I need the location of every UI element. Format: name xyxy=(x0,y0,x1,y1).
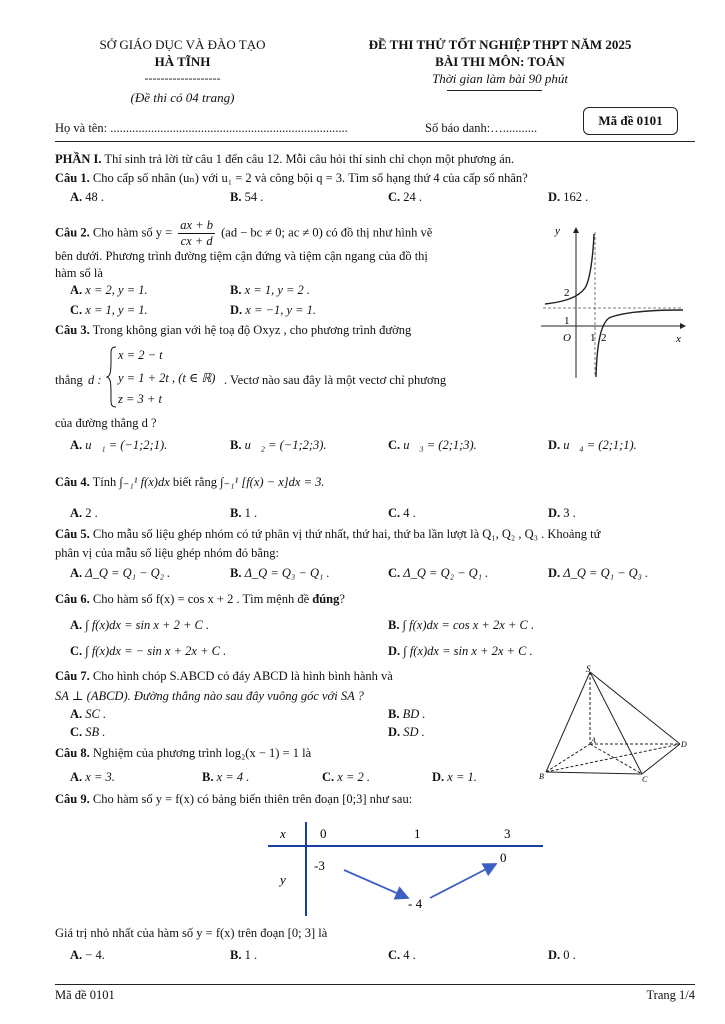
q4-option-a xyxy=(70,506,98,521)
vertex-c: C xyxy=(642,775,648,784)
option-text: u⃗₃ = (2;1;3). xyxy=(403,438,477,452)
option-label: C. xyxy=(322,770,335,784)
option-label: C. xyxy=(388,506,401,520)
q2-text4: hàm số là xyxy=(55,266,103,280)
option-text: x = 2, y = 1. xyxy=(85,283,148,297)
option-label: C. xyxy=(388,566,401,580)
q3-eq1: x = 2 − t xyxy=(118,348,163,362)
option-label: C. xyxy=(70,644,83,658)
q6-option-d xyxy=(388,644,533,659)
option-label: A. xyxy=(70,283,83,297)
option-text: 24 . xyxy=(403,190,423,204)
variation-table xyxy=(268,822,543,916)
q6-text1: Cho hàm số f(x) = cos x + 2 . Tìm mệnh đề xyxy=(89,592,313,606)
edge-sb xyxy=(546,672,590,772)
q5-option-b xyxy=(230,566,330,581)
q6-label: Câu 6. xyxy=(55,592,90,606)
footer-code: Mã đề 0101 xyxy=(55,988,115,1002)
q2-text1: Cho hàm số y = xyxy=(89,225,176,240)
q5-text1: Cho mẫu số liệu ghép nhóm có tứ phân vị thứ nhất, thứ hai, thứ ba lần lượt là Q₁, Q₂ , Q₃ . Khoảng tứ xyxy=(89,527,601,541)
option-label: B. xyxy=(230,948,242,962)
q3-system-name: d : xyxy=(88,373,102,387)
vertex-s: S xyxy=(586,664,591,674)
option-text: x = 1. xyxy=(447,770,477,784)
pyramid-figure xyxy=(538,664,693,784)
edge-bc xyxy=(546,772,642,774)
option-text: SD . xyxy=(403,725,425,739)
q7-option-a xyxy=(70,707,106,722)
time-underline xyxy=(447,90,542,91)
question-9 xyxy=(55,792,695,807)
question-4 xyxy=(55,474,695,490)
option-text: 1 . xyxy=(244,948,258,962)
q3-label: Câu 3. xyxy=(55,323,90,337)
part1-instruction xyxy=(55,152,695,167)
q8-option-b xyxy=(202,770,249,785)
question-8 xyxy=(55,746,525,761)
q9-text2: Giá trị nhỏ nhất của hàm số y = f(x) trên đoạn [0; 3] là xyxy=(55,926,328,940)
option-label: A. xyxy=(70,190,83,204)
q2-option-b xyxy=(230,283,310,298)
option-label: C. xyxy=(388,190,401,204)
option-text: 4 . xyxy=(403,506,416,520)
q9-label: Câu 9. xyxy=(55,792,90,806)
q1-option-a xyxy=(70,190,104,205)
table-y3: 0 xyxy=(500,850,507,865)
table-x0: 0 xyxy=(320,826,327,841)
option-label: C. xyxy=(70,725,83,739)
q3-option-d xyxy=(548,438,637,453)
q2-text3: bên dưới. Phương trình đường tiệm cận đứng và tiệm cận ngang của đồ thị xyxy=(55,249,428,263)
q2-function-graph xyxy=(533,222,693,382)
q2-frac-num: ax + b xyxy=(180,218,213,232)
header-divider xyxy=(55,141,695,142)
q2-option-d xyxy=(230,303,316,318)
dept-name: SỞ GIÁO DỤC VÀ ĐÀO TẠO xyxy=(99,37,266,52)
option-text: 48 . xyxy=(85,190,105,204)
option-text: u⃗₂ = (−1;2;3). xyxy=(244,438,327,452)
q5-option-d xyxy=(548,566,648,581)
option-text: Δ_Q = Q₂ − Q₁ . xyxy=(403,566,489,580)
part1-text: Thí sinh trả lời từ câu 1 đến câu 12. Mỗi câu hỏi thí sinh chỉ chọn một phương án. xyxy=(101,152,515,166)
q2-text2: (ad − bc ≠ 0; ac ≠ 0) có đồ thị như hình vẽ xyxy=(218,225,433,240)
table-x1: 1 xyxy=(414,826,421,841)
option-text: x = 1, y = 1. xyxy=(85,303,148,317)
q9-option-a xyxy=(70,948,105,963)
table-x-label: x xyxy=(280,826,286,841)
vertex-d: D xyxy=(681,740,687,749)
q4-text2: biết rằng xyxy=(169,475,221,489)
exam-code-box: Mã đề 0101 xyxy=(583,107,678,135)
option-label: A. xyxy=(70,707,83,721)
q4-label: Câu 4. xyxy=(55,475,90,489)
q4-option-b xyxy=(230,506,257,521)
q5-label: Câu 5. xyxy=(55,527,90,541)
option-label: D. xyxy=(388,725,401,739)
q3-option-b xyxy=(230,438,327,453)
graph-tick-y2: 2 xyxy=(564,287,570,299)
option-text: u⃗₄ = (2;1;1). xyxy=(563,438,637,452)
question-7 xyxy=(55,669,525,684)
q3-brace xyxy=(106,345,118,409)
exam-title: ĐỀ THI THỬ TỐT NGHIỆP THPT NĂM 2025 xyxy=(368,37,632,52)
option-text: x = 3. xyxy=(85,770,115,784)
option-text: 2 . xyxy=(85,506,98,520)
option-label: D. xyxy=(230,303,243,317)
table-y1: - 4 xyxy=(408,896,423,911)
q7-option-c xyxy=(70,725,105,740)
footer-page: Trang 1/4 xyxy=(646,988,695,1002)
q8-option-d xyxy=(432,770,477,785)
graph-y-label: y xyxy=(555,225,560,237)
option-label: A. xyxy=(70,506,83,520)
q3-text3: . Vectơ nào sau đây là một vectơ chỉ phương xyxy=(224,373,447,387)
option-label: B. xyxy=(230,438,242,452)
province-name: HÀ TĨNH xyxy=(154,54,211,69)
option-text: ∫ f(x)dx = cos x + 2x + C . xyxy=(402,618,535,632)
q8-label: Câu 8. xyxy=(55,746,90,760)
graph-left-branch xyxy=(545,234,594,304)
table-arrow-down xyxy=(344,870,408,898)
edge-sc xyxy=(590,672,642,774)
q5-option-c xyxy=(388,566,488,581)
option-text: SC . xyxy=(85,707,107,721)
option-label: D. xyxy=(548,566,561,580)
q3-text4: của đường thẳng d ? xyxy=(55,416,157,430)
question-5 xyxy=(55,527,695,542)
option-text: Δ_Q = Q₃ − Q₁ . xyxy=(244,566,330,580)
vertex-b: B xyxy=(539,772,544,781)
q7-text2: SA ⊥ (ABCD). Đường thẳng nào sau đây vuông góc với SA ? xyxy=(55,689,364,703)
exam-time: Thời gian làm bài 90 phút xyxy=(432,71,568,86)
q2-option-c xyxy=(70,303,148,318)
q2-label: Câu 2. xyxy=(55,225,90,240)
id-field: Số báo danh:…........... xyxy=(425,121,538,135)
option-label: D. xyxy=(548,948,561,962)
question-1 xyxy=(55,170,695,186)
q9-option-b xyxy=(230,948,257,963)
question-3 xyxy=(55,323,505,338)
q1-option-c xyxy=(388,190,422,205)
q3-eq3: z = 3 + t xyxy=(118,392,162,406)
q2-option-a xyxy=(70,283,148,298)
q1-text: Cho cấp số nhân (uₙ) với u₁ = 2 và công bội q = 3. Tìm số hạng thứ 4 của cấp số nhân? xyxy=(89,171,528,185)
q7-option-d xyxy=(388,725,425,740)
graph-x-label: x xyxy=(676,333,681,345)
edge-sd xyxy=(590,672,680,744)
question-6 xyxy=(55,592,695,607)
q3-option-a xyxy=(70,438,167,453)
q4-integral1: ∫₋₁¹ f(x)dx xyxy=(119,475,170,489)
q9-option-c xyxy=(388,948,416,963)
q2-fraction xyxy=(178,218,215,249)
option-label: A. xyxy=(70,618,83,632)
part1-title: PHẦN I. xyxy=(55,152,102,166)
graph-tick-y1: 1 xyxy=(564,315,570,327)
option-text: ∫ f(x)dx = − sin x + 2x + C . xyxy=(85,644,227,658)
q3-text1: Trong không gian với hệ toạ độ Oxyz , cho phương trình đường xyxy=(89,323,412,337)
q7-text1: Cho hình chóp S.ABCD có đáy ABCD là hình bình hành và xyxy=(89,669,393,683)
diag-bd xyxy=(546,744,680,772)
option-label: D. xyxy=(548,190,561,204)
option-label: C. xyxy=(388,948,401,962)
option-label: A. xyxy=(70,566,83,580)
q3-option-c xyxy=(388,438,477,453)
q2-frac-den: cx + d xyxy=(180,234,213,248)
edge-cd xyxy=(642,744,680,774)
option-text: x = −1, y = 1. xyxy=(245,303,317,317)
option-text: − 4. xyxy=(85,948,105,962)
q4-integral2: ∫₋₁¹ [f(x) − x]dx = 3. xyxy=(220,475,325,489)
option-label: B. xyxy=(388,618,400,632)
option-label: D. xyxy=(548,438,561,452)
option-text: BD . xyxy=(402,707,426,721)
q8-text: Nghiệm của phương trình log₂(x − 1) = 1 là xyxy=(89,746,312,760)
table-y0: -3 xyxy=(314,858,325,873)
graph-right-branch xyxy=(596,310,683,377)
option-text: u⃗₁ = (−1;2;1). xyxy=(85,438,168,452)
graph-origin: O xyxy=(563,332,571,344)
option-text: 1 . xyxy=(244,506,258,520)
option-label: B. xyxy=(230,506,242,520)
q3-text2: thẳng xyxy=(55,373,83,387)
option-text: ∫ f(x)dx = sin x + 2x + C . xyxy=(403,644,533,658)
option-label: D. xyxy=(432,770,445,784)
q1-option-d xyxy=(548,190,588,205)
q4-option-c xyxy=(388,506,416,521)
q4-text1: Tính xyxy=(89,475,120,489)
option-label: C. xyxy=(70,303,83,317)
q7-label: Câu 7. xyxy=(55,669,90,683)
graph-tick-x2: 2 xyxy=(601,332,607,344)
table-x3: 3 xyxy=(504,826,511,841)
q6-text2: ? xyxy=(339,592,345,606)
option-text: 54 . xyxy=(244,190,264,204)
option-label: B. xyxy=(230,566,242,580)
dashes: ------------------- xyxy=(144,71,221,85)
option-text: SB . xyxy=(85,725,106,739)
q4-option-d xyxy=(548,506,576,521)
option-label: A. xyxy=(70,770,83,784)
footer-divider xyxy=(55,984,695,985)
q8-option-a xyxy=(70,770,115,785)
q6-option-c xyxy=(70,644,226,659)
q6-option-a xyxy=(70,618,209,633)
table-arrow-up xyxy=(430,864,496,898)
q5-option-a xyxy=(70,566,170,581)
option-text: 0 . xyxy=(563,948,576,962)
q8-option-c xyxy=(322,770,370,785)
q1-option-b xyxy=(230,190,263,205)
option-label: D. xyxy=(548,506,561,520)
q6-bold-word: đúng xyxy=(312,592,340,606)
option-text: 162 . xyxy=(563,190,589,204)
option-label: B. xyxy=(230,283,242,297)
vertex-a: A xyxy=(591,736,596,745)
q9-option-d xyxy=(548,948,576,963)
option-text: x = 2 . xyxy=(337,770,371,784)
page-count: (Đề thi có 04 trang) xyxy=(130,90,235,105)
option-text: x = 1, y = 2 . xyxy=(244,283,311,297)
option-label: D. xyxy=(388,644,401,658)
name-field: Họ và tên: ............................................................................ xyxy=(55,121,348,135)
option-text: Δ_Q = Q₁ − Q₃ . xyxy=(563,566,649,580)
option-text: x = 4 . xyxy=(216,770,250,784)
option-text: Δ_Q = Q₁ − Q₂ . xyxy=(85,566,171,580)
q9-text: Cho hàm số y = f(x) có bảng biến thiên trên đoạn [0;3] như sau: xyxy=(89,792,413,806)
q6-option-b xyxy=(388,618,534,633)
option-label: B. xyxy=(230,190,242,204)
graph-tick-x1: 1 xyxy=(590,332,596,344)
exam-subject: BÀI THI MÔN: TOÁN xyxy=(435,54,565,69)
q1-label: Câu 1. xyxy=(55,171,90,185)
option-text: ∫ f(x)dx = sin x + 2 + C . xyxy=(85,618,210,632)
option-label: B. xyxy=(202,770,214,784)
q5-text2: phân vị của mẫu số liệu ghép nhóm đó bằng: xyxy=(55,546,279,560)
option-label: A. xyxy=(70,438,83,452)
option-label: A. xyxy=(70,948,83,962)
table-y-label: y xyxy=(280,872,286,887)
option-text: 3 . xyxy=(563,506,576,520)
option-text: 4 . xyxy=(403,948,416,962)
q3-eq2: y = 1 + 2t , (t ∈ ℝ) xyxy=(118,371,216,385)
option-label: B. xyxy=(388,707,400,721)
option-label: C. xyxy=(388,438,401,452)
q7-option-b xyxy=(388,707,426,722)
